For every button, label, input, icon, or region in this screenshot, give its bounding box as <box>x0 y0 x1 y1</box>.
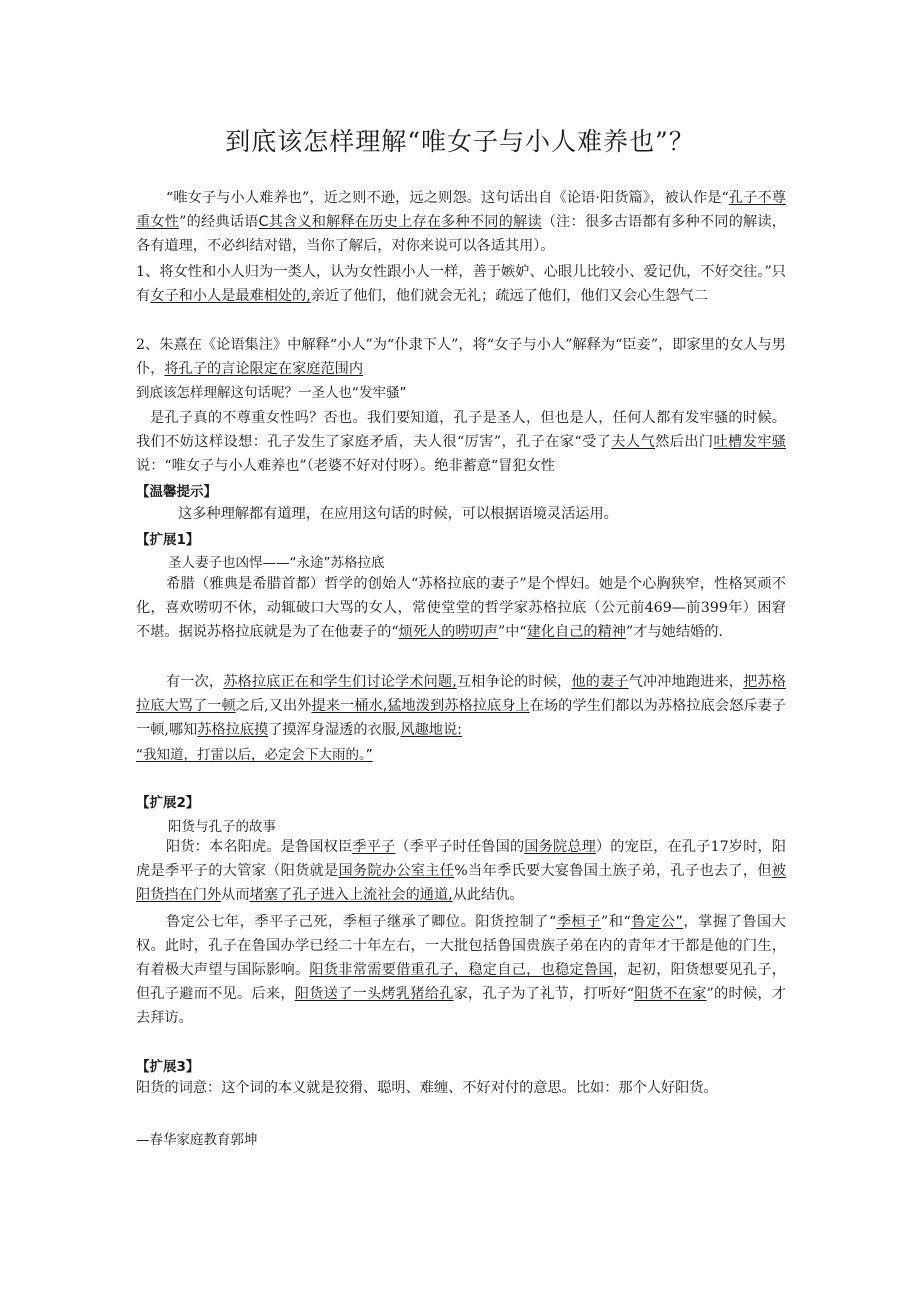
interpretation-2: 2、朱熹在《论语集注》中解释“小人”为“仆隶下人”，将“女子与小人”解释为“臣妾”，即家里的女人与男仆，将孔子的言论限定在家庭范围内 <box>136 337 786 377</box>
ext1-label: 【扩展1】 <box>136 532 200 548</box>
tip-text: 这多种理解都有道理，在应用这句话的时候，可以根据语境灵活运用。 <box>178 506 618 522</box>
ext1-subtitle: 圣人妻子也凶悍——“永途”苏格拉底 <box>168 555 385 571</box>
ext1-quote: “我知道，打雷以后，必定会下大雨的。” <box>136 747 373 763</box>
intro-paragraph: “唯女子与小人难养也”，近之则不逊，远之则怨。这句话出自《论语·阳货篇》，被认作是“孔子不尊重女性”的经典话语C其含义和解释在历史上存在多种不同的解读（注：很多古语都有多种不同的解读，各有道理，不必纠结对错，当你了解后，对你来说可以各适其用）。 <box>136 190 786 254</box>
ext2-paragraph-2: 鲁定公七年，季平子己死，季桓子继承了卿位。阳货控制了“季桓子”和“鲁定公”，掌握了鲁国大权。此时，孔子在鲁国办学已经二十年左右，一大批包括鲁国贵族子弟在内的青年才干都是他的门生，有着极大声望与国际影响。阳货非常需要借重孔子，稳定自己，也稳定鲁国，起初，阳货想要见孔子，但孔子避而不见。后来，阳货送了一头烤乳猪给孔家，孔子为了礼节，打听好“阳货不在家”的时候，才去拜访。 <box>136 914 786 1026</box>
question-paragraph: 是孔子真的不尊重女性吗？否也。我们要知道，孔子是圣人，但也是人，任何人都有发牢骚的时候。我们不妨这样设想：孔子发生了家庭矛盾，夫人很“厉害”，孔子在家“受了夫人气然后出门吐槽发牢骚说：“唯女子与小人难养也”（老婆不好对付呀）。绝非蓄意“冒犯女性 <box>136 410 786 474</box>
tip-label: 【温馨提示】 <box>136 484 217 500</box>
ext2-label: 【扩展2】 <box>136 795 200 811</box>
ext3-text: 阳货的词意：这个词的本义就是狡猾、聪明、难缠、不好对付的意思。比如：那个人好阳货。 <box>136 1080 718 1096</box>
ext3-label: 【扩展3】 <box>136 1059 200 1075</box>
interpretation-1: 1、将女性和小人归为一类人，认为女性跟小人一样，善于嫉妒、心眼儿比较小、爱记仇，不好交往。”只有女子和小人是最难相处的,亲近了他们，他们就会无礼；疏远了他们，他们又会心生怨气二 <box>136 264 786 304</box>
ext1-paragraph-2: 有一次，苏格拉底正在和学生们讨论学术问题,互相争论的时候，他的妻子气冲冲地跑进来，把苏格拉底大骂了一顿之后,又出外提来一桶水,猛地泼到苏格拉底身上在场的学生们都以为苏格拉底会怒斥妻子一顿,哪知苏格拉底摸了摸浑身湿透的衣服,风趣地说: <box>136 674 786 738</box>
signature: —春华家庭教育郭坤 <box>136 1132 258 1148</box>
question-title: 到底该怎样理解这句话呢？一圣人也“发牢骚” <box>136 385 407 401</box>
ext2-paragraph-1: 阳货：本名阳虎。是鲁国权臣季平子（季平子时任鲁国的国务院总理）的宠臣，在孔子17岁时，阳虎是季平子的大管家（阳货就是国务院办公室主任%当年季氏要大宴鲁国土族子弟，孔子也去了，但被阳货挡在门外从而堵塞了孔子进入上流社会的通道,从此结仇。 <box>136 839 786 903</box>
ext2-subtitle: 阳货与孔子的故事 <box>168 819 276 835</box>
ext1-paragraph-1: 希腊（雅典是希腊首都）哲学的创始人“苏格拉底的妻子”是个悍妇。她是个心胸狭窄，性格冥顽不化，喜欢唠叨不休，动辄破口大骂的女人，常使堂堂的哲学家苏格拉底（公元前469—前399年）困窘不堪。据说苏格拉底就是为了在他妻子的“烦死人的唠叨声”中“建化自己的精神”才与她结婚的. <box>136 576 786 640</box>
page-title: 到底该怎样理解“唯女子与小人难养也”？ <box>225 127 695 156</box>
